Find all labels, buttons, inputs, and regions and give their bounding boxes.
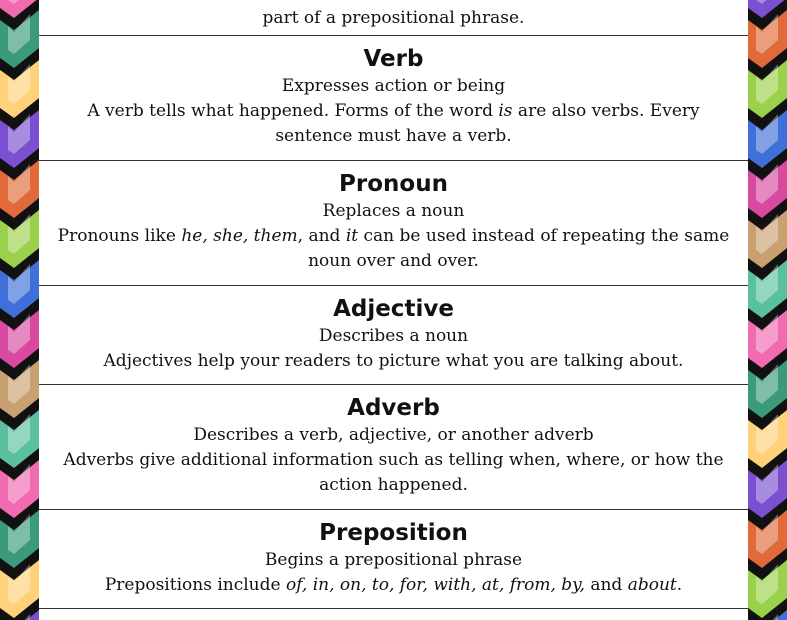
section-subtitle: Begins a prepositional phrase: [264, 550, 523, 570]
intro-fragment: [39, 0, 748, 36]
section-title: Adjective: [333, 296, 454, 322]
section-subtitle: Replaces a noun: [322, 201, 465, 221]
section-description-cont: action happened.: [319, 475, 468, 495]
section-subtitle: Describes a verb, adjective, or another adverb: [193, 425, 594, 445]
section-title: Verb: [363, 46, 424, 72]
section-adverb: [39, 385, 748, 510]
section-title: Pronoun: [339, 171, 448, 197]
section-verb: [39, 36, 748, 161]
section-adjective: [39, 286, 748, 385]
section-description: Adjectives help your readers to picture what you are talking about.: [103, 351, 684, 371]
section-subtitle: Describes a noun: [318, 326, 469, 346]
section-description: Adverbs give additional information such as telling when, where, or how the: [63, 450, 724, 470]
section-description: A verb tells what happened. Forms of the word is are also verbs. Every: [87, 101, 700, 121]
parts-of-speech-page: [39, 0, 748, 620]
section-pronoun: [39, 161, 748, 286]
section-description: Pronouns like he, she, them, and it can be used instead of repeating the same: [57, 226, 730, 246]
section-description: Prepositions include of, in, on, to, for, with, at, from, by, and about.: [104, 575, 683, 595]
section-title: Adverb: [347, 395, 440, 421]
left-decorative-border: [0, 0, 39, 620]
section-preposition: [39, 510, 748, 609]
intro-text: part of a prepositional phrase.: [262, 8, 525, 28]
section-title: Preposition: [319, 520, 468, 546]
right-decorative-border: [748, 0, 787, 620]
section-subtitle: Expresses action or being: [281, 76, 506, 96]
section-description-cont: noun over and over.: [308, 251, 479, 271]
section-description-cont: sentence must have a verb.: [275, 126, 512, 146]
